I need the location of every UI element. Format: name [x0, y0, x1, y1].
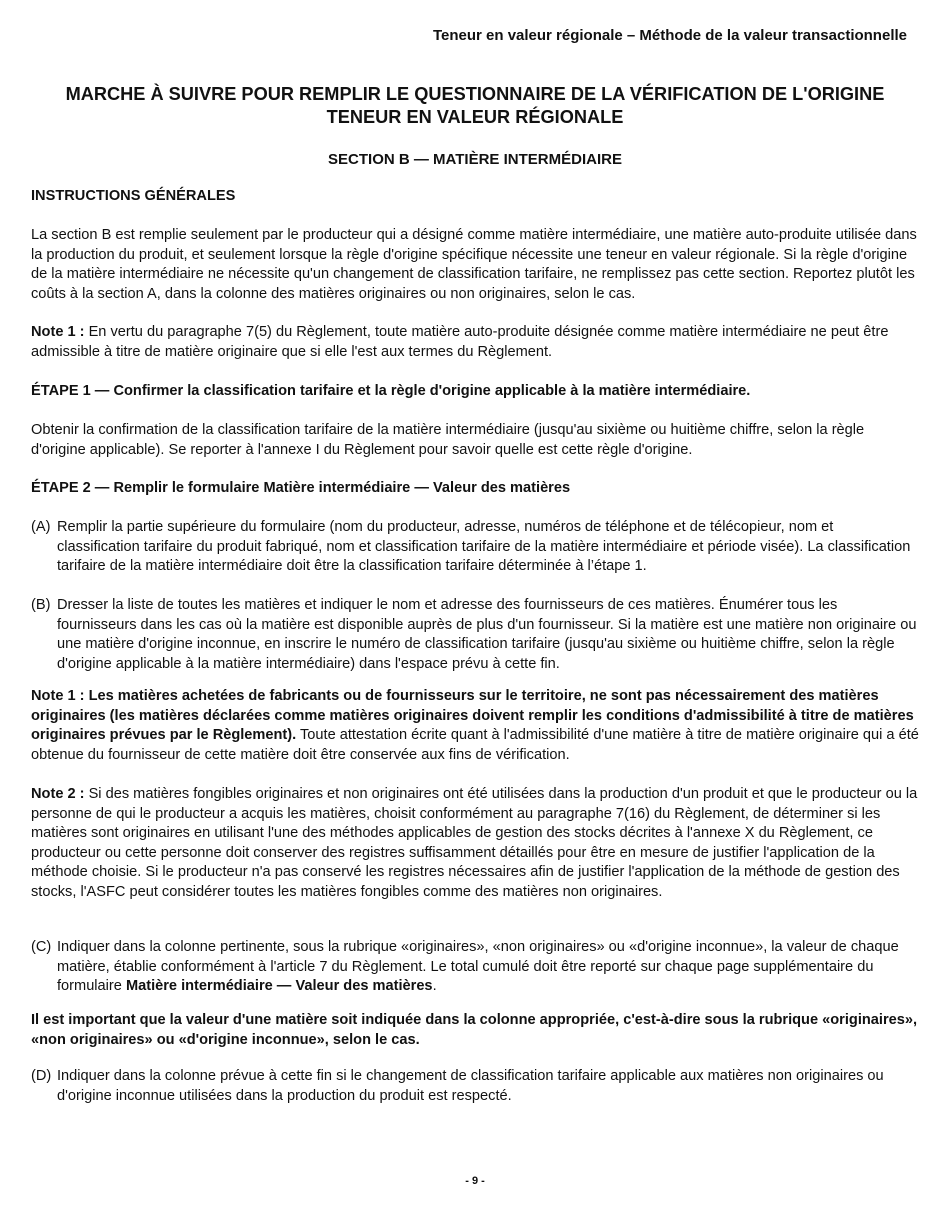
item-c-text-end: .: [432, 978, 437, 994]
item-d-label: (D): [31, 1068, 52, 1084]
important-notice: Il est important que la valeur d'une matière soit indiquée dans la colonne appropriée, c'est-à-dire sous la rubrique «originaires», «non originaires» ou «d'origine inconnue», selon le cas.: [31, 1012, 918, 1048]
step-2-note-2-label: Note 2 :: [31, 786, 85, 802]
item-b-text: Dresser la liste de toutes les matières et indiquer le nom et adresse des fournisseurs de ces matières. Énumérer tous les fournisseurs dans les cas où la matière est disponible auprès de plus d'un fournisseur. Si la matière est une matière non originaire ou une matière d'origine inconnue, en inscrire le numéro de classification tarifaire (jusqu'au sixième ou huitième chiffre, selon la règle d'origine applicable à la matière intermédiaire) dans l'espace prévu à cette fin.: [57, 597, 917, 672]
item-a-label: (A): [31, 519, 51, 535]
item-d-text: Indiquer dans la colonne prévue à cette fin si le changement de classification tarifaire applicable aux matières non originaires ou d'origine inconnue utilisées dans la production du produit est respecté.: [57, 1068, 884, 1104]
step-1-heading: ÉTAPE 1 — Confirmer la classification tarifaire et la règle d'origine applicable à la matière intermédiaire.: [31, 383, 751, 399]
page-title-line-2: TENEUR EN VALEUR RÉGIONALE: [326, 107, 624, 127]
general-instructions-heading: INSTRUCTIONS GÉNÉRALES: [31, 188, 236, 204]
running-header: Teneur en valeur régionale – Méthode de la valeur transactionnelle: [432, 27, 907, 44]
item-c-text: [57, 938, 919, 997]
step-1-text: Obtenir la confirmation de la classification tarifaire de la matière intermédiaire (jusqu'au sixième ou huitième chiffre, selon la règle d'origine applicable). Se reporter à l'annexe I du Règlement pour savoir quelle est cette règle d'origine.: [31, 422, 865, 458]
item-c-form-name: Matière intermédiaire — Valeur des matières: [125, 978, 433, 994]
item-b-label: (B): [31, 597, 51, 613]
step-2-note-1: [31, 687, 919, 765]
general-note-1-text: En vertu du paragraphe 7(5) du Règlement, toute matière auto-produite désignée comme matière intermédiaire ne peut être admissible à titre de matière originaire que si elle l'est aux termes du Règlement.: [31, 324, 889, 360]
general-note-1-label: Note 1 :: [31, 324, 85, 340]
step-2-note-1-text: Toute attestation écrite quant à l'admissibilité d'une matière à titre de matière originaire qui a été obtenue du fournisseur de cette matière doit être conservée aux fins de vérification.: [31, 727, 919, 763]
page-title: [31, 83, 919, 129]
general-instructions-paragraph: La section B est remplie seulement par le producteur qui a désigné comme matière intermédiaire, une matière auto-produite utilisée dans la production du produit, et seulement lorsque la règle d'origine spécifique nécessite une teneur en valeur régionale. Si la règle d'origine de la matière intermédiaire ne nécessite qu'un changement de classification tarifaire, ne remplissez pas cette section. Reportez plutôt les coûts à la section A, dans la colonne des matières originaires ou non originaires, selon le cas.: [31, 227, 917, 302]
step-2-item-d: [31, 1067, 919, 1106]
section-title: SECTION B — MATIÈRE INTERMÉDIAIRE: [328, 151, 622, 168]
step-2-note-2-text: Si des matières fongibles originaires et non originaires ont été utilisées dans la production d'un produit et que le producteur ou la personne de qui le producteur a acquis les matières, choisit conformément au paragraphe 7(16) du Règlement, de déterminer si les matières sont originaires en utilisant l'une des méthodes applicables de gestion des stocks décrites à l'annexe X du Règlement, ce producteur ou cette personne doit conserver des registres suffisamment détaillés pour être en mesure de justifier l'application de la méthode choisie. Si le producteur n'a pas conservé les registres nécessaires afin de justifier l'application de la méthode de gestion des stocks, l'ASFC peut considérer toutes les matières fongibles comme des matières non originaires.: [31, 786, 918, 900]
step-2-item-b: [31, 596, 919, 674]
page-number: - 9 -: [465, 1175, 485, 1187]
general-note-1: [31, 323, 919, 362]
item-c-text-main: Indiquer dans la colonne pertinente, sous la rubrique «originaires», «non originaires» ou «d'origine inconnue», la valeur de chaque matière, établie conformément à l'article 7 du Règlement. Le total cumulé doit être reporté sur chaque page supplémentaire du formulaire: [57, 939, 899, 994]
item-a-text: Remplir la partie supérieure du formulaire (nom du producteur, adresse, numéros de téléphone et de télécopieur, nom et classification tarifaire du produit fabriqué, nom et classification tarifaire de la matière intermédiaire et période visée). La classification tarifaire de la matière intermédiaire doit être la classification tarifaire déterminée à l’étape 1.: [57, 519, 911, 574]
step-2-note-1-bold: Note 1 : Les matières achetées de fabricants ou de fournisseurs sur le territoire, ne sont pas nécessairement des matières originaires (les matières déclarées comme matières originaires doivent remplir les conditions d'admissibilité à titre de matières originaires prévues par le Règlement).: [31, 688, 914, 743]
step-2-item-a: [31, 518, 919, 577]
step-2-item-c: [31, 938, 919, 997]
step-2-heading: ÉTAPE 2 — Remplir le formulaire Matière intermédiaire — Valeur des matières: [31, 480, 571, 496]
page-title-line-1: MARCHE À SUIVRE POUR REMPLIR LE QUESTIONNAIRE DE LA VÉRIFICATION DE L'ORIGINE: [65, 84, 885, 104]
item-c-label: (C): [31, 939, 52, 955]
step-2-note-2: [31, 785, 919, 902]
